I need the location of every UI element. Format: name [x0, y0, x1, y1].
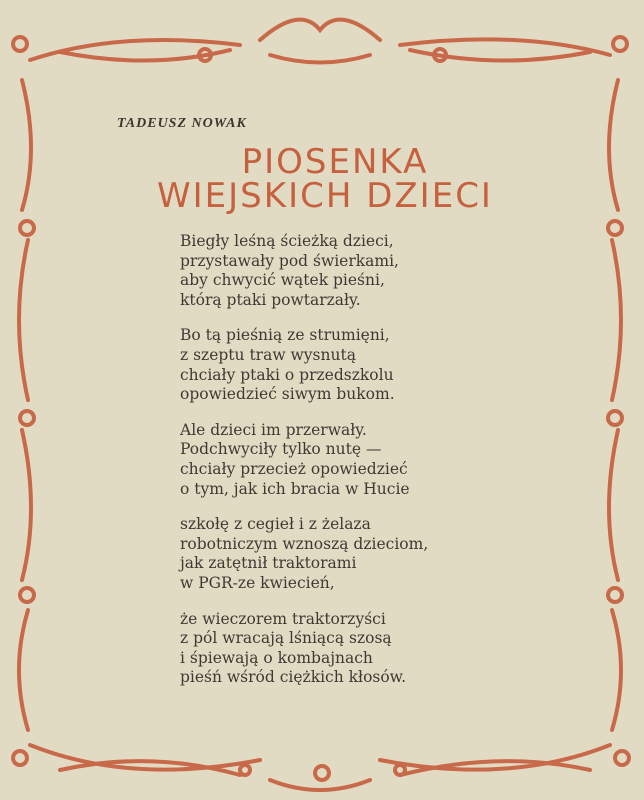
poem-title-line-2: WIEJSKICH DZIECI — [157, 176, 493, 216]
poem-line: o tym, jak ich bracia w Hucie — [180, 479, 410, 498]
poem-title-line-1: PIOSENKA — [241, 142, 429, 182]
poem-line: że wieczorem traktorzyści — [180, 609, 386, 628]
poem-line: robotniczym wznoszą dzieciom, — [180, 534, 429, 553]
poem-line: i śpiewają o kombajnach — [180, 648, 373, 667]
poem-line: Podchwyciły tylko nutę — — [180, 440, 382, 459]
poem-line: Bo tą pieśnią ze strumięni, — [180, 326, 390, 345]
author-name: TADEUSZ NOWAK — [117, 116, 247, 131]
stanza-4 — [180, 515, 428, 593]
poem-line: jak zatętnił traktorami — [180, 554, 357, 573]
poem-line: aby chwycić wątek pieśni, — [180, 271, 385, 290]
poem-line: którą ptaki powtarzały. — [180, 290, 361, 309]
poem-line: Ale dzieci im przerwały. — [180, 420, 367, 439]
poem-line: chciały ptaki o przedszkolu — [180, 365, 394, 384]
stanza-2 — [180, 326, 428, 404]
poem-body — [180, 232, 428, 704]
poem-line: pieśń wśród ciężkich kłosów. — [180, 668, 407, 687]
poem-line: przystawały pod świerkami, — [180, 251, 399, 270]
poem-line: Biegły leśną ścieżką dzieci, — [180, 232, 394, 250]
poem-line: chciały przecież opowiedzieć — [180, 459, 408, 478]
stanza-5 — [180, 610, 428, 688]
stanza-1 — [180, 232, 428, 310]
poem-line: szkołę z cegieł i z żelaza — [180, 515, 371, 534]
poem-line: z szeptu traw wysnutą — [180, 345, 356, 364]
poem-line: opowiedzieć siwym bukom. — [180, 385, 395, 404]
poem-line: z pól wracają lśniącą szosą — [180, 629, 392, 648]
stanza-3 — [180, 421, 428, 499]
poem-line: w PGR-ze kwiecień, — [180, 573, 335, 592]
